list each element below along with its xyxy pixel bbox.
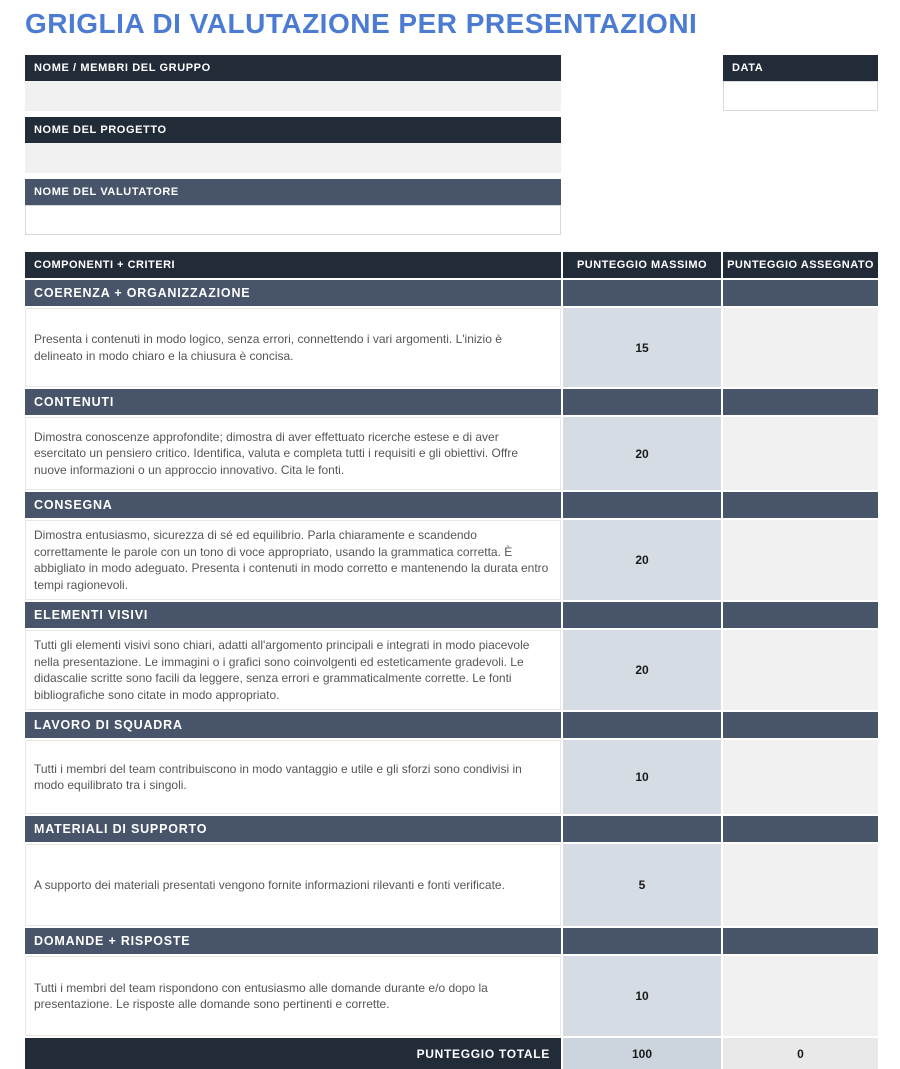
max-score-value: 20 [563,417,721,490]
max-score-value: 15 [563,308,721,387]
section-header-row [25,280,878,306]
section-assigned-score-cell [723,712,878,738]
criteria-row [25,630,878,710]
field-evaluator-name [25,179,561,235]
max-score-value: 10 [563,740,721,814]
section-header-row [25,928,878,954]
form-left-column [25,55,561,241]
project-name-input[interactable] [25,143,561,173]
total-label: PUNTEGGIO TOTALE [25,1038,561,1069]
criteria-description: Dimostra conoscenze approfondite; dimostra di aver effettuato ricerche estese e di aver esercitato un pensiero critico. Identifica, valuta e completa tutti i requisiti e gli obiettivi. Offre nuove informazioni o un approccio innovativo. Cita le fonti. [25,417,561,490]
criteria-row [25,417,878,490]
section-max-score-cell [563,928,721,954]
criteria-description: Dimostra entusiasmo, sicurezza di sé ed equilibrio. Parla chiaramente e scandendo correttamente le parole con un tono di voce appropriato, usando la grammatica corretta. È abbigliato in modo adeguato. Presenta i contenuti in modo corretto e mantenendo la durata entro tempi ragionevoli. [25,520,561,600]
section-name: ELEMENTI VISIVI [25,602,561,628]
rubric-page [25,0,878,1069]
section-assigned-score-cell [723,389,878,415]
section-assigned-score-cell [723,816,878,842]
table-header-row [25,252,878,278]
date-label: DATA [723,55,878,81]
section-max-score-cell [563,389,721,415]
form-area [25,55,878,241]
field-date [723,55,878,111]
assigned-score-input[interactable] [723,956,878,1036]
criteria-description: Tutti i membri del team contribuiscono in modo vantaggio e utile e gli sforzi sono condivisi in modo equilibrato tra i singoli. [25,740,561,814]
column-header-components: COMPONENTI + CRITERI [25,252,561,278]
max-score-value: 5 [563,844,721,926]
assigned-score-input[interactable] [723,417,878,490]
assigned-score-input[interactable] [723,520,878,600]
total-assigned-score: 0 [723,1038,878,1069]
section-name: CONTENUTI [25,389,561,415]
project-name-label: NOME DEL PROGETTO [25,117,561,143]
section-assigned-score-cell [723,928,878,954]
section-name: LAVORO DI SQUADRA [25,712,561,738]
rubric-section [25,492,878,600]
section-max-score-cell [563,712,721,738]
section-name: MATERIALI DI SUPPORTO [25,816,561,842]
table-sections [25,280,878,1036]
assigned-score-input[interactable] [723,844,878,926]
section-assigned-score-cell [723,602,878,628]
rubric-section [25,602,878,710]
group-members-input[interactable] [25,81,561,111]
rubric-section [25,280,878,387]
section-header-row [25,602,878,628]
criteria-row [25,308,878,387]
section-max-score-cell [563,492,721,518]
criteria-description: Tutti i membri del team rispondono con entusiasmo alle domande durante e/o dopo la presentazione. Le risposte alle domande sono pertinenti e corrette. [25,956,561,1036]
max-score-value: 20 [563,520,721,600]
section-assigned-score-cell [723,280,878,306]
criteria-description: A supporto dei materiali presentati vengono fornite informazioni rilevanti e fonti verificate. [25,844,561,926]
section-max-score-cell [563,280,721,306]
date-input[interactable] [723,81,878,111]
criteria-row [25,740,878,814]
assigned-score-input[interactable] [723,740,878,814]
total-max-score: 100 [563,1038,721,1069]
section-name: CONSEGNA [25,492,561,518]
criteria-description: Tutti gli elementi visivi sono chiari, adatti all'argomento principali e integrati in modo piacevole nella presentazione. Le immagini o i grafici sono coinvolgenti ed esteticamente gradevoli. Le didascalie scritte sono facili da leggere, senza errori e grammaticalmente corrette. Le fonti bibliografiche sono citate in modo appropriato. [25,630,561,710]
total-row [25,1038,878,1069]
group-members-label: NOME / MEMBRI DEL GRUPPO [25,55,561,81]
field-project-name [25,117,561,173]
max-score-value: 10 [563,956,721,1036]
max-score-value: 20 [563,630,721,710]
criteria-description: Presenta i contenuti in modo logico, senza errori, connettendo i vari argomenti. L'inizio è delineato in modo chiaro e la chiusura è concisa. [25,308,561,387]
evaluation-table [25,252,878,1069]
section-header-row [25,492,878,518]
rubric-section [25,712,878,814]
evaluator-name-input[interactable] [25,205,561,235]
rubric-section [25,389,878,490]
evaluator-name-label: NOME DEL VALUTATORE [25,179,561,205]
section-name: DOMANDE + RISPOSTE [25,928,561,954]
column-header-max-score: PUNTEGGIO MASSIMO [563,252,721,278]
section-max-score-cell [563,602,721,628]
section-header-row [25,816,878,842]
field-group-members [25,55,561,111]
assigned-score-input[interactable] [723,630,878,710]
rubric-section [25,816,878,926]
column-header-assigned-score: PUNTEGGIO ASSEGNATO [723,252,878,278]
form-right-column [723,55,878,117]
page-title: GRIGLIA DI VALUTAZIONE PER PRESENTAZIONI [25,8,698,39]
assigned-score-input[interactable] [723,308,878,387]
section-header-row [25,389,878,415]
section-assigned-score-cell [723,492,878,518]
section-header-row [25,712,878,738]
section-name: COERENZA + ORGANIZZAZIONE [25,280,561,306]
section-max-score-cell [563,816,721,842]
rubric-section [25,928,878,1036]
criteria-row [25,520,878,600]
criteria-row [25,844,878,926]
criteria-row [25,956,878,1036]
